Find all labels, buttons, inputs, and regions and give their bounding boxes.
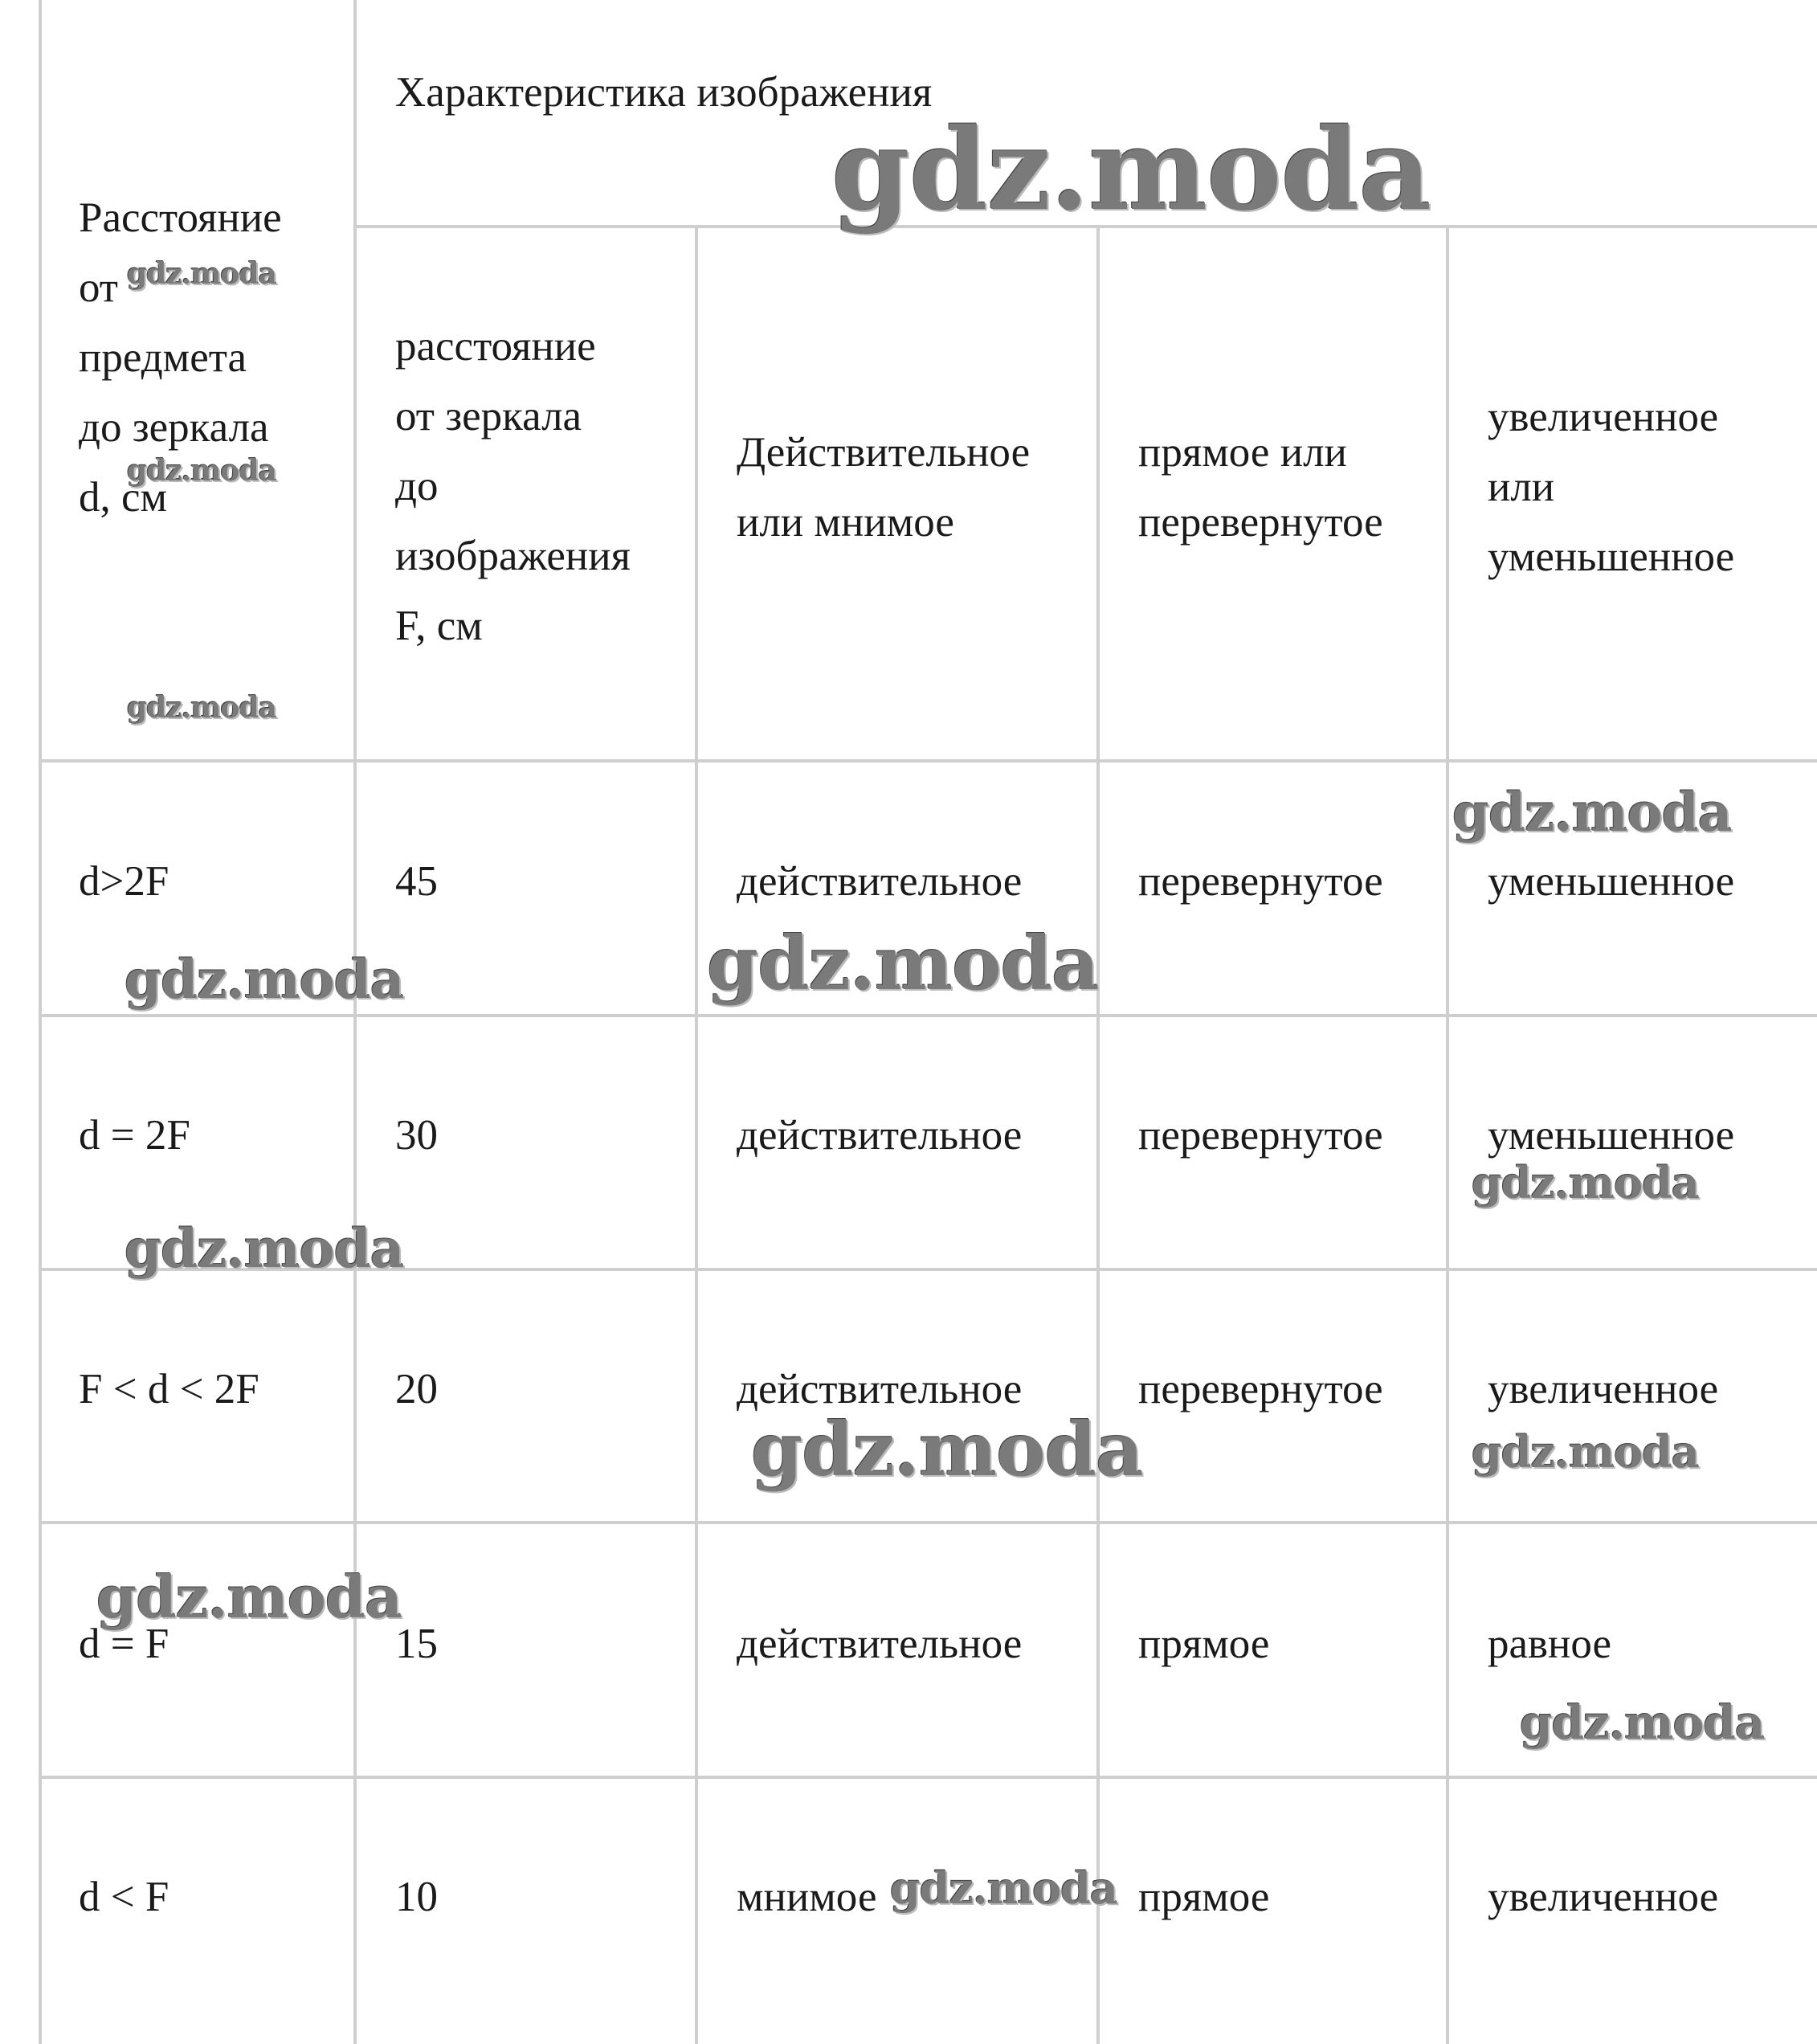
watermark: gdz.moda bbox=[96, 1563, 402, 1631]
row1-size: уменьшенное bbox=[1488, 858, 1735, 905]
row2-size: уменьшенное bbox=[1488, 1112, 1735, 1159]
watermark: gdz.moda bbox=[127, 454, 276, 488]
row3-size: увеличенное bbox=[1488, 1366, 1719, 1412]
row2-f: 30 bbox=[395, 1112, 438, 1159]
header-group-title: Характеристика изображения bbox=[395, 69, 933, 116]
grid-line-v3 bbox=[695, 227, 698, 2044]
grid-line-h1 bbox=[39, 759, 1817, 762]
header-magnified-or-reduced: увеличенное или уменьшенное bbox=[1488, 394, 1735, 580]
watermark: gdz.moda bbox=[127, 257, 276, 291]
row4-orientation: прямое bbox=[1138, 1621, 1270, 1667]
watermark: gdz.moda bbox=[1452, 781, 1732, 844]
row4-f: 15 bbox=[395, 1621, 438, 1667]
header-distance-image: расстояние от зеркала до изображения F, см bbox=[395, 323, 631, 649]
row1-orientation: перевернутое bbox=[1138, 858, 1383, 905]
watermark: gdz.moda bbox=[831, 104, 1431, 236]
watermark: gdz.moda bbox=[125, 1217, 404, 1280]
row3-orientation: перевернутое bbox=[1138, 1366, 1383, 1412]
grid-line-h4 bbox=[39, 1521, 1817, 1524]
watermark: gdz.moda bbox=[890, 1862, 1117, 1914]
header-upright-or-inverted: прямое или перевернутое bbox=[1138, 429, 1383, 546]
row3-type: действительное bbox=[737, 1366, 1023, 1412]
row5-f: 10 bbox=[395, 1874, 438, 1920]
row1-f: 45 bbox=[395, 858, 438, 905]
watermark: gdz.moda bbox=[1520, 1695, 1765, 1750]
watermark: gdz.moda bbox=[751, 1406, 1143, 1493]
grid-line-v4 bbox=[1096, 227, 1100, 2044]
row5-type: мнимое bbox=[737, 1874, 877, 1920]
watermark: gdz.moda bbox=[1472, 1157, 1699, 1208]
watermark: gdz.moda bbox=[125, 948, 404, 1011]
row2-type: действительное bbox=[737, 1112, 1023, 1159]
row5-d: d < F bbox=[79, 1874, 169, 1920]
grid-line-v5 bbox=[1446, 227, 1449, 2044]
row1-type: действительное bbox=[737, 858, 1023, 905]
row3-d: F < d < 2F bbox=[79, 1366, 259, 1412]
row4-d: d = F bbox=[79, 1621, 169, 1667]
watermark: gdz.moda bbox=[127, 691, 276, 725]
row2-orientation: перевернутое bbox=[1138, 1112, 1383, 1159]
row1-d: d>2F bbox=[79, 858, 169, 905]
watermark: gdz.moda bbox=[707, 920, 1099, 1007]
grid-line-h5 bbox=[39, 1776, 1817, 1779]
grid-line-v1 bbox=[39, 0, 42, 2044]
row5-orientation: прямое bbox=[1138, 1874, 1270, 1920]
row4-size: равное bbox=[1488, 1621, 1612, 1667]
header-real-or-virtual: Действительное или мнимое bbox=[737, 429, 1031, 546]
header-distance-object: Расстояние от предмета до зеркала d, см bbox=[79, 194, 282, 521]
grid-line-v2 bbox=[353, 0, 357, 2044]
row4-type: действительное bbox=[737, 1621, 1023, 1667]
row5-size: увеличенное bbox=[1488, 1874, 1719, 1920]
row2-d: d = 2F bbox=[79, 1112, 190, 1159]
row3-f: 20 bbox=[395, 1366, 438, 1412]
watermark: gdz.moda bbox=[1472, 1426, 1699, 1478]
grid-line-h2 bbox=[39, 1014, 1817, 1017]
